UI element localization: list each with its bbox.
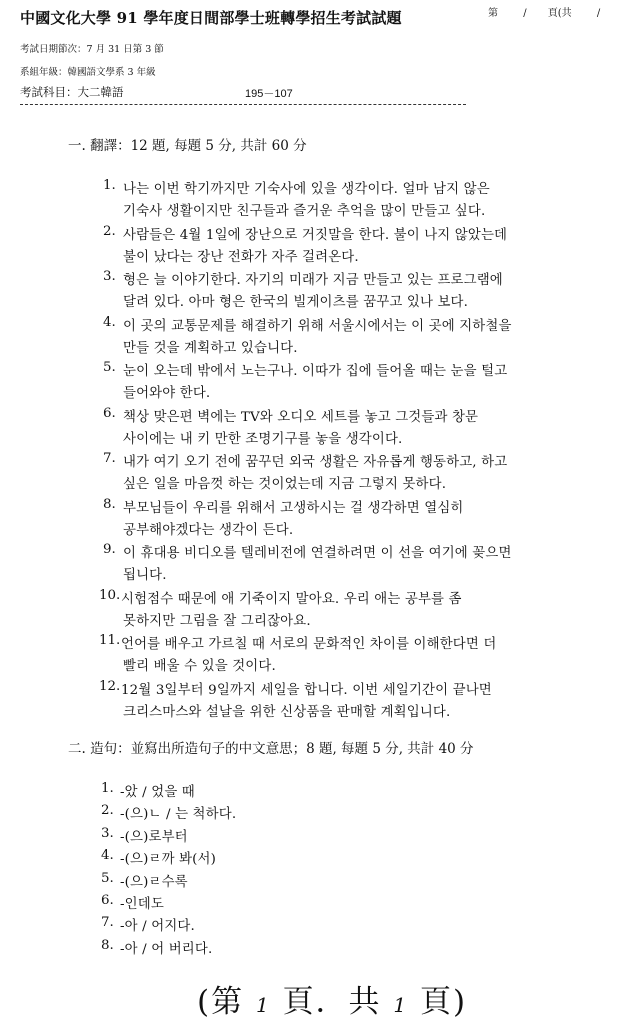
question-text-line: 싶은 일을 마음껏 하는 것이었는데 지금 그렇지 못하다. [123, 477, 447, 492]
exam-date: 考試日期節次：7 月 31 日第 3 節 [20, 44, 164, 55]
department: 系組年級：韓國語文學系 3 年級 [20, 67, 156, 78]
question-text-line: 눈이 오는데 밖에서 노는구나. 이따가 집에 들어올 때는 눈을 털고 [123, 364, 508, 379]
question-number: 11. [99, 633, 121, 648]
page-mark-sep2: / [596, 8, 601, 19]
question-text-line: 크리스마스와 설날을 위한 신상품을 판매할 계획입니다. [123, 704, 451, 720]
grammar-pattern: -(으)ㄹ까 봐(서) [120, 852, 217, 868]
page-mark-sep1: / [523, 8, 527, 19]
question-number: 1. [103, 178, 116, 193]
section2-title: 二. 造句：並寫出所造句子的中文意思；8 題, 每題 5 分, 共計 40 分 [68, 741, 474, 757]
exam-title: 中國文化大學 91 學年度日間部學士班轉學招生考試試題 [20, 9, 402, 27]
question-text-line: 12월 3일부터 9일까지 세일을 합니다. 이번 세일기간이 끝나면 [121, 682, 492, 698]
grammar-number: 5. [101, 870, 114, 886]
footer-page-number: 1 [255, 993, 271, 1017]
question-text-line: 기숙사 생활이지만 친구들과 즐거운 추억을 많이 만들고 싶다. [123, 204, 486, 219]
question-text-line: 나는 이번 학기까지만 기숙사에 있을 생각이다. 얼마 남지 않은 [123, 182, 490, 197]
grammar-pattern: -(으)ㄴ / 는 척하다. [120, 807, 237, 823]
question-text-line: 됩니다. [123, 568, 167, 583]
grammar-pattern: -인데도 [120, 897, 164, 912]
question-number: 8. [103, 496, 116, 512]
page-footer [197, 976, 467, 1021]
question-text-line: 불이 났다는 장난 전화가 자주 걸려온다. [123, 249, 359, 265]
question-text-line: 빨리 배울 수 있을 것이다. [123, 659, 276, 674]
section1-title: 一. 翻譯：12 題, 每題 5 分, 共計 60 分 [68, 138, 307, 154]
question-number: 6. [103, 405, 116, 421]
footer-open: (第 [197, 984, 245, 1020]
question-text-line: 부모님들이 우리를 위해서 고생하시는 걸 생각하면 열심히 [123, 500, 464, 516]
page-mark-left: 第 [488, 8, 498, 19]
grammar-pattern: -(으)ㄹ수록 [120, 874, 188, 890]
subject-code: 195－107 [245, 88, 293, 100]
grammar-pattern: -았 / 었을 때 [120, 785, 195, 800]
grammar-number: 7. [101, 915, 114, 931]
grammar-pattern: -아 / 어 버리다. [120, 941, 213, 957]
question-number: 5. [103, 360, 116, 375]
question-number: 2. [103, 223, 116, 239]
question-text-line: 내가 여기 오기 전에 꿈꾸던 외국 생활은 자유롭게 행동하고, 하고 [123, 455, 508, 470]
question-text-line: 달려 있다. 아마 형은 한국의 빌게이츠를 꿈꾸고 있나 보다. [123, 295, 469, 310]
grammar-number: 3. [101, 825, 114, 841]
grammar-number: 4. [101, 848, 114, 864]
question-number: 7. [103, 451, 116, 466]
footer-total-pages: 1 [393, 993, 409, 1017]
question-number: 10. [99, 587, 121, 603]
question-text-line: 사이에는 내 키 만한 조명기구를 놓을 생각이다. [123, 431, 403, 447]
grammar-pattern: -아 / 어지다. [120, 919, 195, 935]
grammar-pattern: -(으)로부터 [120, 829, 188, 845]
question-number: 12. [99, 678, 121, 694]
grammar-number: 6. [101, 893, 114, 908]
page-mark-mid: 頁(共 [547, 8, 572, 19]
grammar-number: 1. [101, 781, 114, 796]
question-text-line: 형은 늘 이야기한다. 자기의 미래가 지금 만들고 있는 프로그램에 [123, 273, 503, 288]
footer-mid: 頁．共 [282, 984, 382, 1020]
question-text-line: 책상 맞은편 벽에는 TV와 오디오 세트를 놓고 그것들과 창문 [123, 409, 479, 425]
page-indicator [488, 4, 600, 19]
question-number: 4. [103, 314, 116, 330]
grammar-number: 2. [101, 803, 114, 819]
grammar-number: 8. [101, 937, 114, 953]
question-text-line: 들어와야 한다. [123, 386, 211, 401]
question-number: 9. [103, 542, 116, 557]
footer-close: 頁) [420, 984, 468, 1020]
subject: 考試科目：大二韓語 [20, 85, 124, 99]
question-text-line: 시험점수 때문에 애 기죽이지 말아요. 우리 애는 공부를 좀 [121, 591, 462, 607]
question-text-line: 못하지만 그림을 잘 그리잖아요. [123, 613, 311, 629]
question-text-line: 이 휴대용 비디오를 텔레비전에 연결하려면 이 선을 여기에 꽂으면 [123, 546, 512, 561]
question-text-line: 사람들은 4월 1일에 장난으로 거짓말을 한다. 불이 나지 않았는데 [123, 227, 508, 243]
question-text-line: 언어를 배우고 가르칠 때 서로의 문화적인 차이를 이해한다면 더 [121, 637, 497, 652]
header-divider [20, 104, 466, 105]
question-text-line: 만들 것을 계획하고 있습니다. [123, 340, 298, 356]
question-text-line: 이 곳의 교통문제를 해결하기 위해 서울시에서는 이 곳에 지하철을 [123, 318, 512, 334]
question-number: 3. [103, 269, 116, 284]
question-text-line: 공부해야겠다는 생각이 든다. [123, 522, 294, 538]
